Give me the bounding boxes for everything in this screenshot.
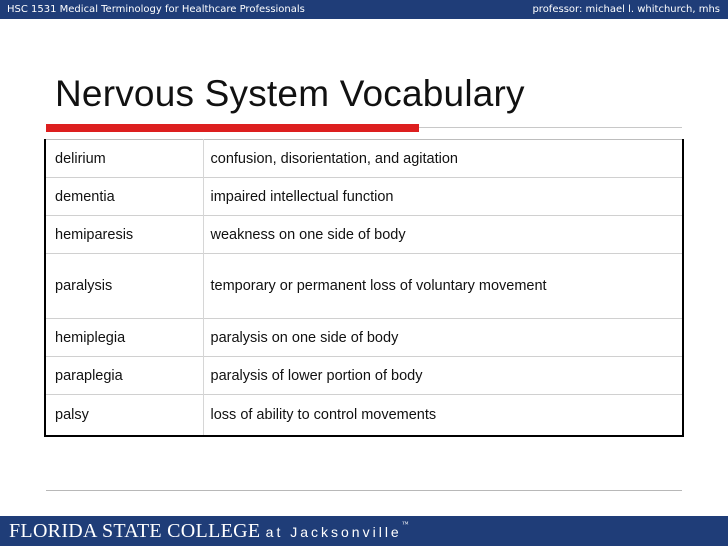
college-location: at Jacksonville: [265, 524, 402, 540]
term-cell: dementia: [45, 178, 203, 216]
title-accent-bar: [46, 124, 419, 132]
slide-title: Nervous System Vocabulary: [55, 73, 525, 114]
trademark-mark: ™: [401, 520, 409, 528]
footer-divider: [46, 490, 682, 491]
term-cell: delirium: [45, 140, 203, 178]
vocabulary-table: [44, 139, 684, 437]
term-cell: paralysis: [45, 254, 203, 319]
term-cell: palsy: [45, 395, 203, 436]
definition-cell: impaired intellectual function: [203, 178, 683, 216]
term-cell: hemiparesis: [45, 216, 203, 254]
course-title: HSC 1531 Medical Terminology for Healthcare Professionals: [7, 4, 305, 15]
header-bar: [0, 0, 728, 19]
definition-cell: temporary or permanent loss of voluntary movement: [203, 254, 683, 319]
professor-name: professor: michael l. whitchurch, mhs: [532, 4, 720, 15]
definition-cell: confusion, disorientation, and agitation: [203, 140, 683, 178]
term-cell: paraplegia: [45, 357, 203, 395]
table-row: [45, 140, 683, 178]
table-row: [45, 395, 683, 436]
table-row: [45, 254, 683, 319]
footer-bar: [0, 516, 728, 546]
definition-cell: weakness on one side of body: [203, 216, 683, 254]
definition-cell: paralysis of lower portion of body: [203, 357, 683, 395]
college-name: FLORIDA STATE COLLEGE: [9, 520, 261, 542]
definition-cell: loss of ability to control movements: [203, 395, 683, 436]
term-cell: hemiplegia: [45, 319, 203, 357]
table-row: [45, 357, 683, 395]
definition-cell: paralysis on one side of body: [203, 319, 683, 357]
table-row: [45, 178, 683, 216]
table-row: [45, 319, 683, 357]
college-logo: [9, 520, 409, 543]
table-row: [45, 216, 683, 254]
